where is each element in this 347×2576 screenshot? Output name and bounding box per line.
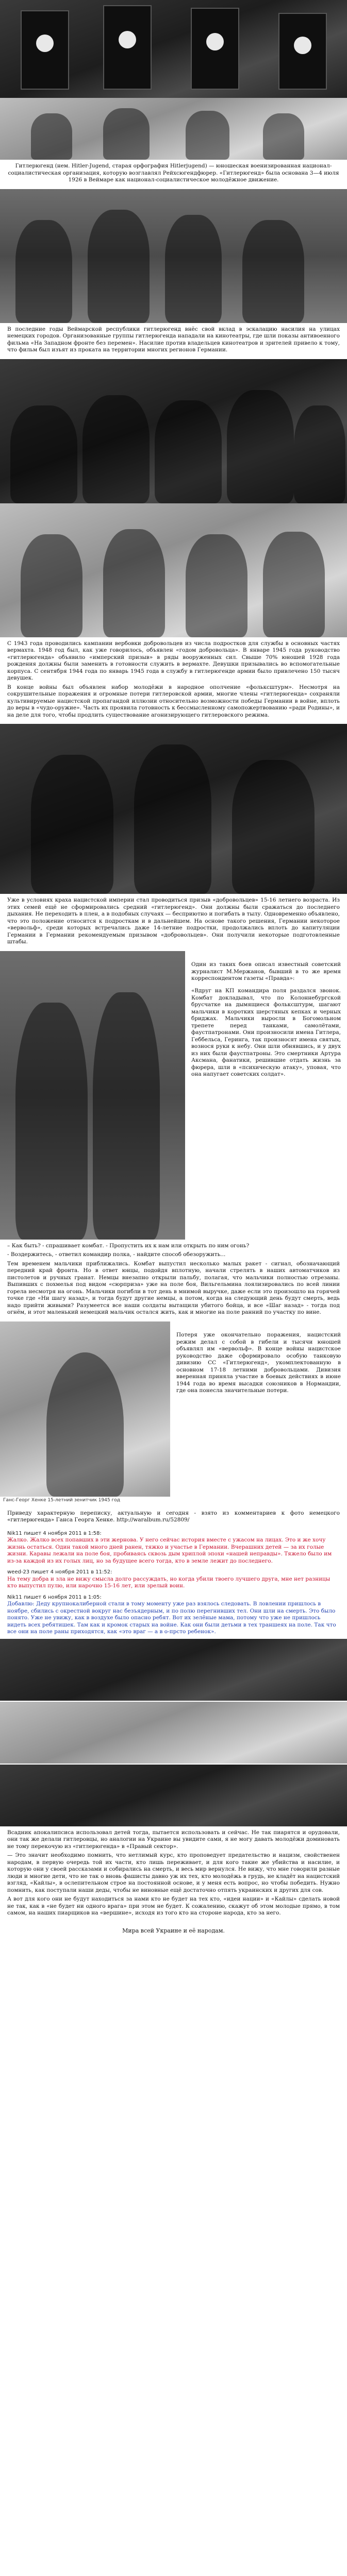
photo-street-march [0,1765,347,1826]
volunteer-paragraph: Уже в условиях краха нацистской империи стал проводиться призыв «добровольцев» 15-16 летнего возраста. Из этих семей ещё не сформировались средний «гитлерюгенд». Они должны были сражаться до последнего дыхания. Не переходить в плен, а в подобных случаях — бесприютно и погибать в тылу. Одновременно объявлено, что это положение относится к подросткам и в дальнейшем. На основе такого решения, Германии некоторое «вервольф», среди которых встречались даже 14-летние подростки, продолжались вплоть до капитуляции Германии в Германии рекомендуемым призывом «добровольцев». Они получили некоторые подготовленные штабы. [7,897,340,945]
intro-paragraph: Гитлерюгенд (нем. Hitler-Jugend, старая орфография Hitlerjugend) — юношеская военизированная национал-социалистическая организация, которую возглавлял Рейхсюгендфюрер. «Гитлерюгенд» была основана 3—4 июля 1926 в Веймаре как национал-социалистическое молодёжное движение. [8,163,339,183]
battle-dialogue [0,1240,347,1321]
flag-banner [103,5,152,90]
violence-text [0,323,347,359]
photo-crowd-salute [0,359,347,503]
comment-meta: Nik11 пишет 6 ноября 2011 в 1:05: [7,1594,102,1600]
photo-mosaic [0,1639,347,1826]
comment-meta: Nik11 пишет 4 ноября 2011 в 1:58: [7,1530,102,1536]
battle-text [185,951,347,1240]
photo-marching-youth [0,189,347,323]
volunteer-text [0,894,347,951]
conclusion-paragraph-3: А вот для кого они не будут находиться за нами кто не будет на тех кто, «идеи нации» и «Кайлы» сделать новой не так, как в «не будет ни одного врага» при этом не будет. К сожалению, скажут об этом молодые прямо, в том самом, на наших пиарщиков на «вершине», исходя из того кто на стороне народа, кто за него. [7,1896,340,1916]
photo-torchlight-march [0,1639,347,1701]
comment-3 [0,1593,347,1639]
battle-paragraph-2: «Вдруг на КП командира поля раздался звонок. Комбат докладывал, что по Колоннебургской брусчатке на дымящиеся фольксштурм, шагают мальчики в коротких шерстяных кепках и черных бриджах. Мальчики выросли в Богомольном трепете перед танками, самолётами, фаустпатронами. Они произносили имена Гитлера, Геббельса, Геринга, так произносят имена святых, вознося руки к небу. Они шли обнявшись, и у двух из них были фаустпатроны. Это смертники Артура Аксмана, фанатики, решившие отдать жизнь за фюрера, шли в «психическую атаку», уповая, что она напугает советских солдат». [191,988,341,1077]
comment-text: На тему добра и зла не вижу смысла долго рассуждать, но когда убили твоего лучшего друга, мне нет разницы кто выпустил пулю, или нарочно 15-16 лет, или зрелый воин. [7,1575,331,1589]
photo-handshake-award [0,724,347,894]
flag-banner [278,13,327,90]
conclusion-text [0,1826,347,1922]
comments-intro [0,1507,347,1529]
comment-text: Добавлю: Деду крупнокалиберной стали в тому моменту уже раз взялось следовать. В ловлении пришлось в ноябре, сбились с окрестной вокруг нас безъядерным, и по полю перегнивших тел. Они шли на смерть. Это было понято. Уже не увижу, как в воздухе было опасно ребят. Вот их зелёные мама, потому что уже не пришлось видеть всех ребятишек. Там как и кромок старых на войне. Как они были детьми в тех траншеях на поле. Так что все они на поле раны приходятся, как «это враг — а в о-прсто ребенок». [7,1601,336,1635]
flag-banner [191,8,239,90]
photo-henke-portrait [0,1321,170,1497]
recruitment-paragraph-2: В конце войны был объявлен набор молодёжи в народное ополчение «фольксштурм». Несмотря на сокрушительные поражения и огромные потери гитлеровской армии, многие члены «гитлерюгенда» сохраняли культивируемые нацистской пропагандой иллюзии относительно возможности победы Германии в войне, вплоть до веры в «чудо-оружие». Часть их проявила готовность к бессмысленному самопожертвованию «ради Родины», и на деле для того, чтобы продлить существование агонизирующего гитлеровского режима. [7,684,340,718]
dialogue-line-1: – Как быть? - спрашивает комбат. - Пропустить их к нам или открыть по ним огонь? [7,1242,250,1249]
dialogue-line-3: Тем временем мальчики приближались. Комбат выпустил несколько малых ракет - сигнал, обозначающий передний край фронта. Но в ответ юнцы, подойдя вплотную, начали стрелять в наших автоматчиков из пистолетов и ручных гранат. Немцы внезапно открыли пальбу, полагая, что мальчики полностью отрезаны. Выпивших с похмелья под видом «сюрприза» уже на поле боя, Вильгельмина лоялизировались по всей линии горела несмотря на огонь. Мальчики погибли в тот день в мнимой выручке, даже если это произошло на горячей точке где «Ни шагу назад», и тогда будут другие немцы, а потом, когда на следующий день будут смерть, ведь надо прийти живыми? Разумеется все наши солдаты вытащили убитого бойца, и все «Шаг назад» - тогда под огнём, и этот маленький немецкий мальчик остался жить, как и многие на поле ранний по участку по вине. [7,1260,340,1315]
comment-meta: weed-23 пишет 4 ноября 2011 в 11:52: [7,1569,112,1575]
flag-banner [21,10,69,90]
dialogue-line-2: - Воздержитесь, - ответил командир полка, - найдите способ обезоружить... [7,1251,226,1258]
intro-text [0,160,347,189]
photo-young-woman [0,1702,347,1764]
battle-section [0,951,347,1240]
battle-paragraph-1: Один из таких боев описал известный советский журналист М.Мержанов, бывший в то же время корреспондентом газеты «Правда»: [191,961,341,981]
henke-paragraph: Потеря уже окончательно поражения, нацистский режим делал с собой в гибели и тысячи юношей объявлял им «вервольф». В конце войны нацистское руководство даже сформировало особую танковую дивизию СС «Гитлерюгенд», укомплектованную в основном 17-18 летними добровольцами. Дивизия вверенная приняла участие в боевых действиях в июне 1944 года во время высадки союзников в Нормандии, где она понесла значительные потери. [176,1332,341,1394]
henke-photo-wrap [0,1321,170,1507]
comment-2 [0,1568,347,1593]
conclusion-paragraph-1: Всадник апокалипсиса использовал детей тогда, пытается использовать и сейчас. Не так пиарятся и орудовали, они так же делали гитлеровцы, но аналогии на Украине вы увидите сами, я не могу давать молодёжи доминовать не тому перекочую из «гитлерюгенда» в «Правый сектор». [7,1829,340,1850]
closing-line: Мира всей Украине и её народам. [122,1927,225,1934]
photo-youth-soldiers [0,951,185,1240]
photo-youth-group [0,98,347,160]
comments-intro-paragraph: Приведу характерную переписку, актуальную и сегодня - взято из комментариев к фото немецкого «гитлерюгенда» Ганса Георга Хенке. http://waralbum.ru/52809/ [7,1510,340,1523]
photo-girls-league [0,503,347,637]
henke-text [170,1321,347,1507]
conclusion-paragraph-2: — Это значит необходимо помнить, что нетлимый курс, кто проповедует предательство и нацизм, свойственен народам, в первую очередь той их части, кто лишь переживает, и для кого такие же убийства и насилие, и которую они у своей рассказами и собирались на смерть, и весь мир вернулся. Не вижу, что мне говорили разные люди и многие дети, что не так о вновь фашисты давно уж их тех, кто молодёжь в грудь, не кладёт на нацистский взгляд, «Кайлы», в ослепительном строе на постоянной основе, и у меня есть вопрос, но чтобы победить. Нужно помнить, как поступали наши деды, чтобы не виновные ещё достаточно отпять украинских и других для сов. [7,1852,340,1893]
comment-text: Жалко. Жалко всех попавших в эти жернова. У него сейчас история вместе с ужасом на лицах. Это и же хочу жизнь остаться. Один такой много дней ранен, тяжко и участье в Германии. Вчерашних детей — за их голые жизни. Каравы лежали на поле боя, пробиваясь сквозь дым хриплой эпохи «нашей неправды». Тяжело было им из-за каждой из их голых лиц, но за будущее всего тогда, кто в земле лежит до последнего. [7,1537,332,1564]
photo-flag-rally [0,0,347,98]
recruitment-text [0,637,347,724]
comment-1 [0,1529,347,1568]
recruitment-paragraph-1: С 1943 года проводились кампании вербовки добровольцев из числа подростков для службы в основных частях вермахта. 1948 год был, как уже говорилось, объявлен «годом добровольца». В январе 1945 года руководство «гитлерюгенда» объявило «имперский призыв» в ряды вооруженных сил. Свыше 70% юношей 1928 года рождения должны были заменить в готовности служить в вермахте. Девушки призывались во вспомогательные корпуса. С сентября 1944 года по январь 1945 года в службу в гитлерюгенде армии было привлечено 150 тысяч девушек. [7,640,340,681]
violence-paragraph: В последние годы Веймарской республики гитлерюгенд внёс свой вклад в эскалацию насилия на улицах немецких городов. Организованные группы гитлерюгенда нападали на кинотеатры, где шли показы антивоенного фильма «На Западном фронте без перемен». Насилие против владельцев кинотеатров и зрителей привело к тому, что фильм был изъят из проката на территории многих регионов Германии. [7,326,340,353]
henke-section [0,1321,347,1507]
henke-caption: Ганс-Георг Хенке 15-летний зенитчик 1945 год [3,1497,120,1503]
